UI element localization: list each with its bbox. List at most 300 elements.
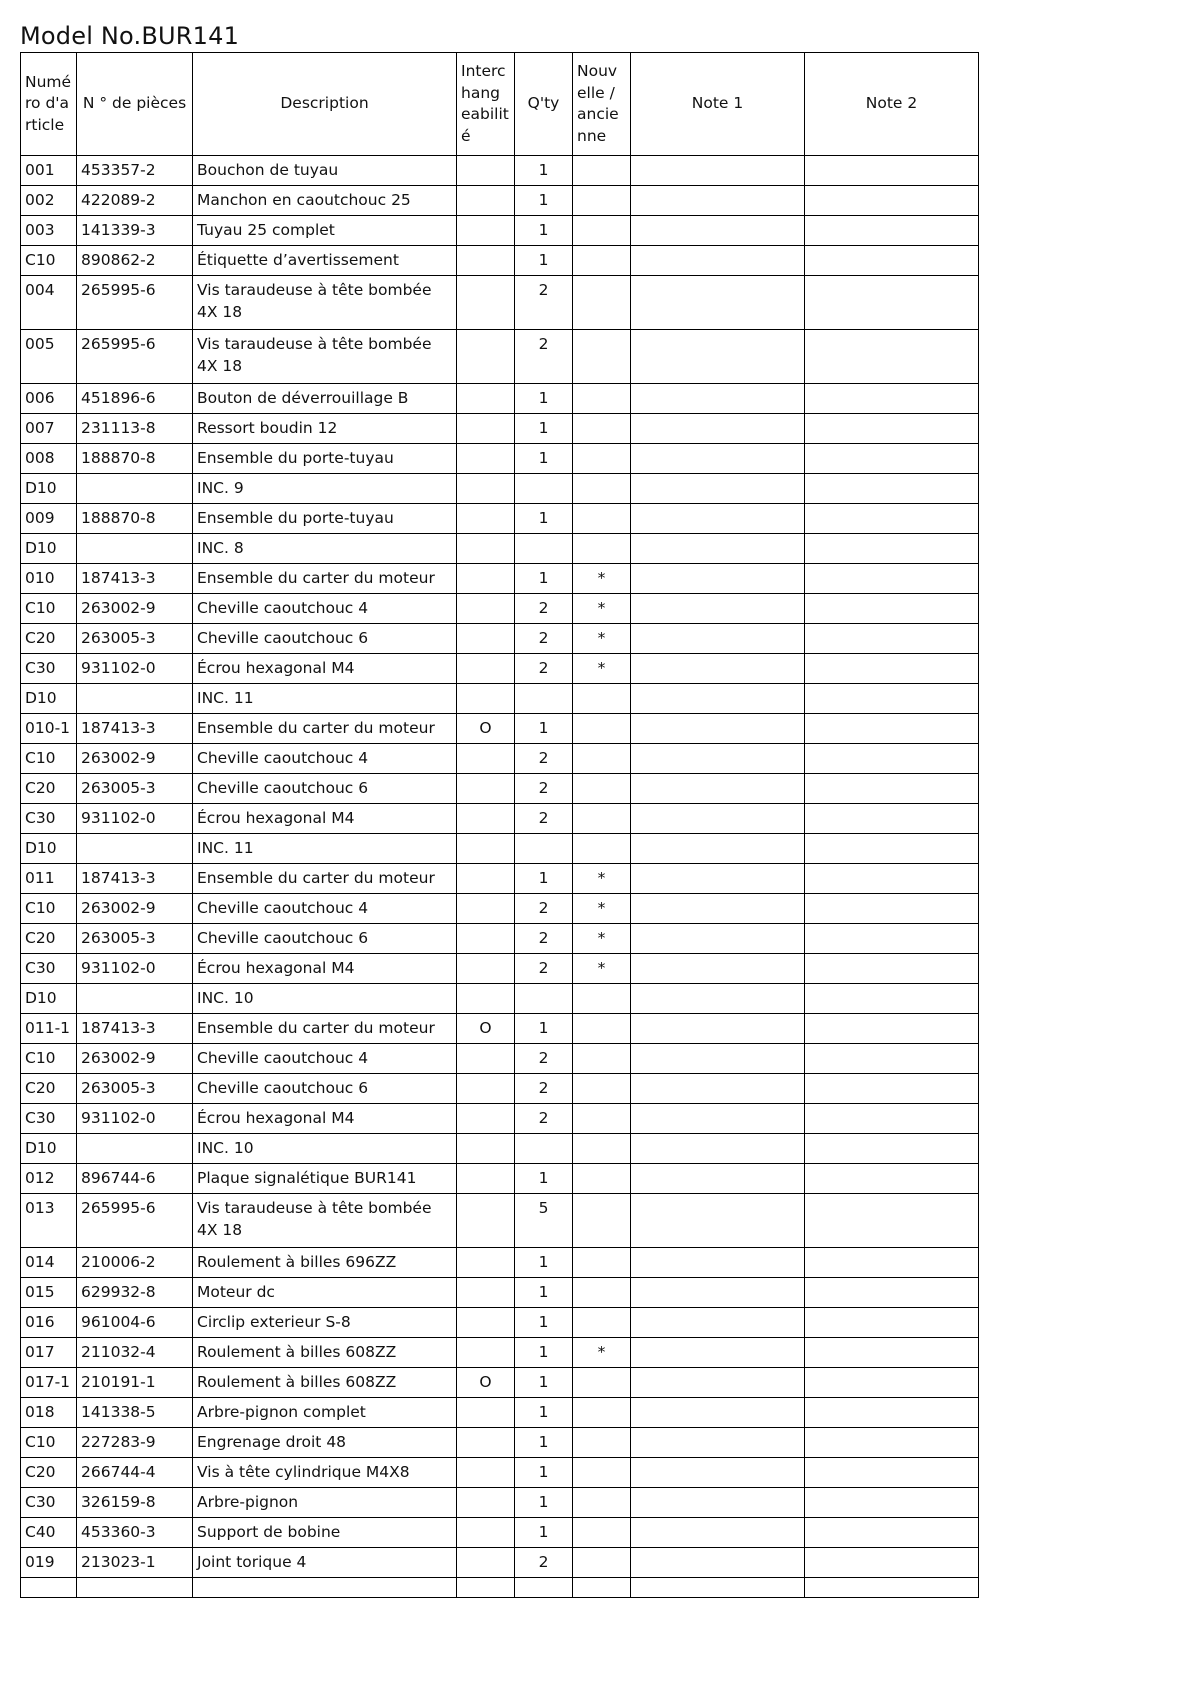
header-row [21, 53, 979, 156]
cell-note-2 [805, 954, 979, 984]
cell-quantity: 2 [515, 804, 573, 834]
cell-part-number: 453357-2 [77, 156, 193, 186]
cell-new-old [573, 1134, 631, 1164]
cell-note-1 [631, 276, 805, 330]
cell-interchangeability [457, 1278, 515, 1308]
cell-description: Cheville caoutchouc 4 [193, 594, 457, 624]
cell-quantity [515, 534, 573, 564]
cell-item-number: 005 [21, 330, 77, 384]
table-row [21, 984, 979, 1014]
cell-quantity: 1 [515, 444, 573, 474]
cell-note-2 [805, 1368, 979, 1398]
cell-note-1 [631, 1308, 805, 1338]
cell-description: Vis taraudeuse à tête bombée 4X 18 [193, 276, 457, 330]
cell-note-1 [631, 216, 805, 246]
cell-note-1 [631, 186, 805, 216]
cell-quantity: 2 [515, 594, 573, 624]
table-row [21, 1074, 979, 1104]
cell-item-number: C30 [21, 1104, 77, 1134]
cell-new-old: * [573, 594, 631, 624]
cell-interchangeability [457, 864, 515, 894]
cell-note-1 [631, 1338, 805, 1368]
cell-empty [457, 1578, 515, 1598]
header-part-number: N ° de pièces [77, 53, 193, 156]
cell-interchangeability [457, 1104, 515, 1134]
cell-note-2 [805, 276, 979, 330]
cell-quantity: 1 [515, 714, 573, 744]
cell-note-2 [805, 624, 979, 654]
cell-description: INC. 11 [193, 834, 457, 864]
table-row [21, 1368, 979, 1398]
cell-new-old: * [573, 654, 631, 684]
cell-interchangeability: O [457, 1014, 515, 1044]
cell-quantity: 1 [515, 186, 573, 216]
cell-interchangeability [457, 1044, 515, 1074]
cell-note-2 [805, 246, 979, 276]
cell-interchangeability [457, 984, 515, 1014]
cell-empty [21, 1578, 77, 1598]
table-row [21, 1278, 979, 1308]
cell-note-1 [631, 1248, 805, 1278]
table-row [21, 1164, 979, 1194]
cell-note-1 [631, 924, 805, 954]
cell-item-number: 016 [21, 1308, 77, 1338]
cell-item-number: 019 [21, 1548, 77, 1578]
cell-interchangeability [457, 1248, 515, 1278]
cell-note-1 [631, 1104, 805, 1134]
cell-item-number: C10 [21, 1428, 77, 1458]
cell-new-old [573, 186, 631, 216]
cell-note-2 [805, 834, 979, 864]
cell-part-number: 263005-3 [77, 774, 193, 804]
cell-interchangeability [457, 276, 515, 330]
parts-table [20, 52, 979, 1598]
cell-part-number: 263005-3 [77, 624, 193, 654]
cell-interchangeability [457, 1518, 515, 1548]
cell-part-number: 141338-5 [77, 1398, 193, 1428]
cell-note-1 [631, 246, 805, 276]
cell-new-old [573, 156, 631, 186]
cell-new-old [573, 1164, 631, 1194]
cell-description: Cheville caoutchouc 4 [193, 894, 457, 924]
cell-item-number: C20 [21, 774, 77, 804]
cell-interchangeability [457, 444, 515, 474]
table-row [21, 1548, 979, 1578]
header-description: Description [193, 53, 457, 156]
cell-note-1 [631, 654, 805, 684]
table-row [21, 954, 979, 984]
cell-note-1 [631, 1488, 805, 1518]
cell-new-old [573, 1548, 631, 1578]
header-interchangeability: Interc hang eabilit é [457, 53, 515, 156]
cell-item-number: 017-1 [21, 1368, 77, 1398]
cell-empty [77, 1578, 193, 1598]
cell-description: Cheville caoutchouc 4 [193, 744, 457, 774]
cell-new-old [573, 1308, 631, 1338]
cell-note-1 [631, 1278, 805, 1308]
cell-note-1 [631, 414, 805, 444]
table-row [21, 504, 979, 534]
cell-note-2 [805, 1074, 979, 1104]
cell-interchangeability [457, 216, 515, 246]
cell-new-old [573, 1458, 631, 1488]
cell-quantity [515, 684, 573, 714]
cell-item-number: 003 [21, 216, 77, 246]
cell-interchangeability [457, 1488, 515, 1518]
cell-item-number: C20 [21, 624, 77, 654]
cell-item-number: 007 [21, 414, 77, 444]
cell-description: INC. 8 [193, 534, 457, 564]
cell-part-number: 931102-0 [77, 804, 193, 834]
table-row [21, 834, 979, 864]
cell-interchangeability [457, 1134, 515, 1164]
cell-item-number: D10 [21, 1134, 77, 1164]
cell-new-old: * [573, 564, 631, 594]
cell-item-number: 004 [21, 276, 77, 330]
cell-interchangeability [457, 954, 515, 984]
cell-note-1 [631, 684, 805, 714]
cell-description: Roulement à billes 608ZZ [193, 1368, 457, 1398]
cell-item-number: 008 [21, 444, 77, 474]
cell-note-1 [631, 1134, 805, 1164]
cell-note-2 [805, 1518, 979, 1548]
cell-part-number: 265995-6 [77, 1194, 193, 1248]
cell-description: Tuyau 25 complet [193, 216, 457, 246]
cell-quantity: 1 [515, 564, 573, 594]
cell-part-number [77, 984, 193, 1014]
table-row [21, 1104, 979, 1134]
cell-part-number: 263002-9 [77, 594, 193, 624]
table-row [21, 1014, 979, 1044]
cell-quantity: 1 [515, 504, 573, 534]
cell-note-1 [631, 1428, 805, 1458]
cell-note-2 [805, 714, 979, 744]
cell-interchangeability [457, 774, 515, 804]
cell-quantity: 2 [515, 1074, 573, 1104]
cell-note-2 [805, 534, 979, 564]
cell-item-number: D10 [21, 684, 77, 714]
cell-part-number: 210191-1 [77, 1368, 193, 1398]
cell-note-1 [631, 534, 805, 564]
table-row [21, 1248, 979, 1278]
cell-part-number: 141339-3 [77, 216, 193, 246]
table-row [21, 684, 979, 714]
cell-part-number: 263005-3 [77, 924, 193, 954]
cell-part-number: 210006-2 [77, 1248, 193, 1278]
cell-description: Ressort boudin 12 [193, 414, 457, 444]
table-row [21, 744, 979, 774]
table-row [21, 1194, 979, 1248]
cell-quantity: 2 [515, 330, 573, 384]
cell-new-old [573, 474, 631, 504]
cell-interchangeability [457, 414, 515, 444]
cell-interchangeability [457, 474, 515, 504]
cell-quantity: 1 [515, 156, 573, 186]
cell-note-1 [631, 714, 805, 744]
cell-quantity: 2 [515, 744, 573, 774]
cell-part-number [77, 474, 193, 504]
cell-note-1 [631, 444, 805, 474]
cell-interchangeability [457, 186, 515, 216]
cell-quantity: 1 [515, 1248, 573, 1278]
cell-item-number: D10 [21, 474, 77, 504]
cell-interchangeability [457, 330, 515, 384]
cell-quantity: 2 [515, 1548, 573, 1578]
cell-description: Arbre-pignon [193, 1488, 457, 1518]
cell-interchangeability [457, 924, 515, 954]
cell-new-old: * [573, 924, 631, 954]
cell-description: INC. 9 [193, 474, 457, 504]
cell-interchangeability [457, 1338, 515, 1368]
cell-item-number: C10 [21, 744, 77, 774]
cell-new-old [573, 1398, 631, 1428]
cell-note-2 [805, 684, 979, 714]
cell-quantity: 2 [515, 1104, 573, 1134]
cell-note-1 [631, 1074, 805, 1104]
cell-item-number: C30 [21, 1488, 77, 1518]
cell-item-number: C40 [21, 1518, 77, 1548]
cell-note-1 [631, 1194, 805, 1248]
cell-empty [631, 1578, 805, 1598]
cell-note-2 [805, 474, 979, 504]
cell-part-number: 188870-8 [77, 444, 193, 474]
cell-note-1 [631, 864, 805, 894]
cell-quantity: 5 [515, 1194, 573, 1248]
cell-empty [515, 1578, 573, 1598]
cell-interchangeability [457, 1428, 515, 1458]
cell-quantity: 1 [515, 246, 573, 276]
cell-description: Engrenage droit 48 [193, 1428, 457, 1458]
cell-part-number: 931102-0 [77, 654, 193, 684]
cell-item-number: 018 [21, 1398, 77, 1428]
cell-part-number: 213023-1 [77, 1548, 193, 1578]
table-row [21, 444, 979, 474]
cell-quantity: 1 [515, 1308, 573, 1338]
cell-part-number: 931102-0 [77, 954, 193, 984]
cell-new-old [573, 1368, 631, 1398]
cell-part-number: 453360-3 [77, 1518, 193, 1548]
cell-description: Ensemble du porte-tuyau [193, 444, 457, 474]
cell-note-1 [631, 564, 805, 594]
cell-new-old [573, 246, 631, 276]
cell-interchangeability [457, 804, 515, 834]
cell-description: Roulement à billes 608ZZ [193, 1338, 457, 1368]
cell-new-old [573, 216, 631, 246]
cell-part-number: 266744-4 [77, 1458, 193, 1488]
cell-description: INC. 10 [193, 1134, 457, 1164]
cell-description: Moteur dc [193, 1278, 457, 1308]
cell-part-number: 187413-3 [77, 1014, 193, 1044]
cell-interchangeability [457, 894, 515, 924]
cell-new-old [573, 1194, 631, 1248]
cell-note-2 [805, 1488, 979, 1518]
cell-item-number: C30 [21, 654, 77, 684]
cell-new-old [573, 330, 631, 384]
cell-new-old: * [573, 894, 631, 924]
cell-new-old [573, 1104, 631, 1134]
cell-quantity: 1 [515, 1398, 573, 1428]
cell-item-number: 010 [21, 564, 77, 594]
cell-part-number: 890862-2 [77, 246, 193, 276]
cell-new-old [573, 684, 631, 714]
cell-new-old [573, 744, 631, 774]
header-new-old: Nouv elle / ancie nne [573, 53, 631, 156]
cell-new-old: * [573, 864, 631, 894]
cell-new-old [573, 774, 631, 804]
table-row [21, 276, 979, 330]
cell-note-1 [631, 1548, 805, 1578]
table-row [21, 774, 979, 804]
cell-part-number [77, 1134, 193, 1164]
cell-note-2 [805, 1104, 979, 1134]
cell-note-1 [631, 1368, 805, 1398]
cell-description: Arbre-pignon complet [193, 1398, 457, 1428]
cell-note-2 [805, 186, 979, 216]
cell-empty [805, 1578, 979, 1598]
table-row [21, 924, 979, 954]
cell-note-2 [805, 1248, 979, 1278]
cell-note-1 [631, 984, 805, 1014]
cell-description: Circlip exterieur S-8 [193, 1308, 457, 1338]
cell-description: Cheville caoutchouc 4 [193, 1044, 457, 1074]
cell-quantity: 2 [515, 774, 573, 804]
table-row [21, 1488, 979, 1518]
cell-part-number: 263002-9 [77, 744, 193, 774]
cell-note-2 [805, 1278, 979, 1308]
cell-note-2 [805, 444, 979, 474]
cell-note-2 [805, 330, 979, 384]
cell-new-old [573, 444, 631, 474]
cell-note-2 [805, 774, 979, 804]
cell-quantity: 2 [515, 624, 573, 654]
cell-description: Cheville caoutchouc 6 [193, 1074, 457, 1104]
cell-part-number: 263002-9 [77, 1044, 193, 1074]
cell-note-2 [805, 1458, 979, 1488]
cell-quantity: 1 [515, 1338, 573, 1368]
cell-new-old [573, 276, 631, 330]
cell-note-2 [805, 894, 979, 924]
cell-note-1 [631, 1014, 805, 1044]
cell-item-number: 015 [21, 1278, 77, 1308]
cell-interchangeability: O [457, 714, 515, 744]
cell-interchangeability [457, 684, 515, 714]
table-row [21, 246, 979, 276]
cell-empty [193, 1578, 457, 1598]
cell-part-number: 227283-9 [77, 1428, 193, 1458]
cell-interchangeability [457, 564, 515, 594]
cell-quantity: 1 [515, 1278, 573, 1308]
cell-quantity: 2 [515, 654, 573, 684]
table-row [21, 1518, 979, 1548]
cell-interchangeability [457, 654, 515, 684]
cell-new-old [573, 1278, 631, 1308]
cell-new-old [573, 984, 631, 1014]
cell-item-number: 014 [21, 1248, 77, 1278]
cell-new-old [573, 534, 631, 564]
cell-note-2 [805, 804, 979, 834]
cell-description: Écrou hexagonal M4 [193, 1104, 457, 1134]
cell-part-number [77, 834, 193, 864]
table-row [21, 1458, 979, 1488]
cell-interchangeability [457, 624, 515, 654]
cell-note-1 [631, 384, 805, 414]
cell-note-2 [805, 504, 979, 534]
cell-empty [573, 1578, 631, 1598]
cell-note-1 [631, 1398, 805, 1428]
cell-description: Vis taraudeuse à tête bombée 4X 18 [193, 330, 457, 384]
cell-note-1 [631, 954, 805, 984]
cell-item-number: 002 [21, 186, 77, 216]
cell-item-number: 011-1 [21, 1014, 77, 1044]
cell-quantity: 1 [515, 1368, 573, 1398]
cell-note-2 [805, 1044, 979, 1074]
cell-description: Cheville caoutchouc 6 [193, 624, 457, 654]
cell-new-old [573, 384, 631, 414]
cell-quantity: 2 [515, 1044, 573, 1074]
cell-quantity [515, 984, 573, 1014]
cell-quantity: 2 [515, 894, 573, 924]
cell-note-1 [631, 474, 805, 504]
cell-item-number: 010-1 [21, 714, 77, 744]
cell-item-number: 017 [21, 1338, 77, 1368]
cell-part-number: 263005-3 [77, 1074, 193, 1104]
cell-quantity: 1 [515, 1488, 573, 1518]
cell-part-number [77, 534, 193, 564]
cell-note-2 [805, 594, 979, 624]
cell-note-1 [631, 744, 805, 774]
table-row [21, 594, 979, 624]
cell-interchangeability [457, 534, 515, 564]
cell-description: Cheville caoutchouc 6 [193, 774, 457, 804]
page-title: Model No.BUR141 [20, 22, 240, 50]
cell-part-number: 451896-6 [77, 384, 193, 414]
cell-description: INC. 10 [193, 984, 457, 1014]
cell-note-1 [631, 894, 805, 924]
cell-description: Vis taraudeuse à tête bombée 4X 18 [193, 1194, 457, 1248]
cell-note-2 [805, 1338, 979, 1368]
cell-note-2 [805, 1014, 979, 1044]
table-row [21, 654, 979, 684]
cell-part-number: 422089-2 [77, 186, 193, 216]
cell-item-number: C10 [21, 246, 77, 276]
cell-interchangeability [457, 156, 515, 186]
cell-item-number: C20 [21, 924, 77, 954]
cell-part-number: 187413-3 [77, 714, 193, 744]
cell-item-number: C10 [21, 894, 77, 924]
header-note-2: Note 2 [805, 53, 979, 156]
table-row-continued [21, 1578, 979, 1598]
table-row [21, 330, 979, 384]
cell-description: Roulement à billes 696ZZ [193, 1248, 457, 1278]
cell-description: Ensemble du carter du moteur [193, 564, 457, 594]
cell-note-1 [631, 1044, 805, 1074]
cell-new-old [573, 1248, 631, 1278]
cell-item-number: 013 [21, 1194, 77, 1248]
cell-note-2 [805, 1164, 979, 1194]
cell-part-number: 265995-6 [77, 330, 193, 384]
cell-description: Écrou hexagonal M4 [193, 654, 457, 684]
cell-new-old [573, 1428, 631, 1458]
cell-note-1 [631, 330, 805, 384]
cell-new-old: * [573, 624, 631, 654]
cell-note-2 [805, 654, 979, 684]
cell-note-1 [631, 504, 805, 534]
table-row [21, 1338, 979, 1368]
cell-item-number: C30 [21, 954, 77, 984]
cell-note-1 [631, 1458, 805, 1488]
table-row [21, 1398, 979, 1428]
cell-description: Bouton de déverrouillage B [193, 384, 457, 414]
